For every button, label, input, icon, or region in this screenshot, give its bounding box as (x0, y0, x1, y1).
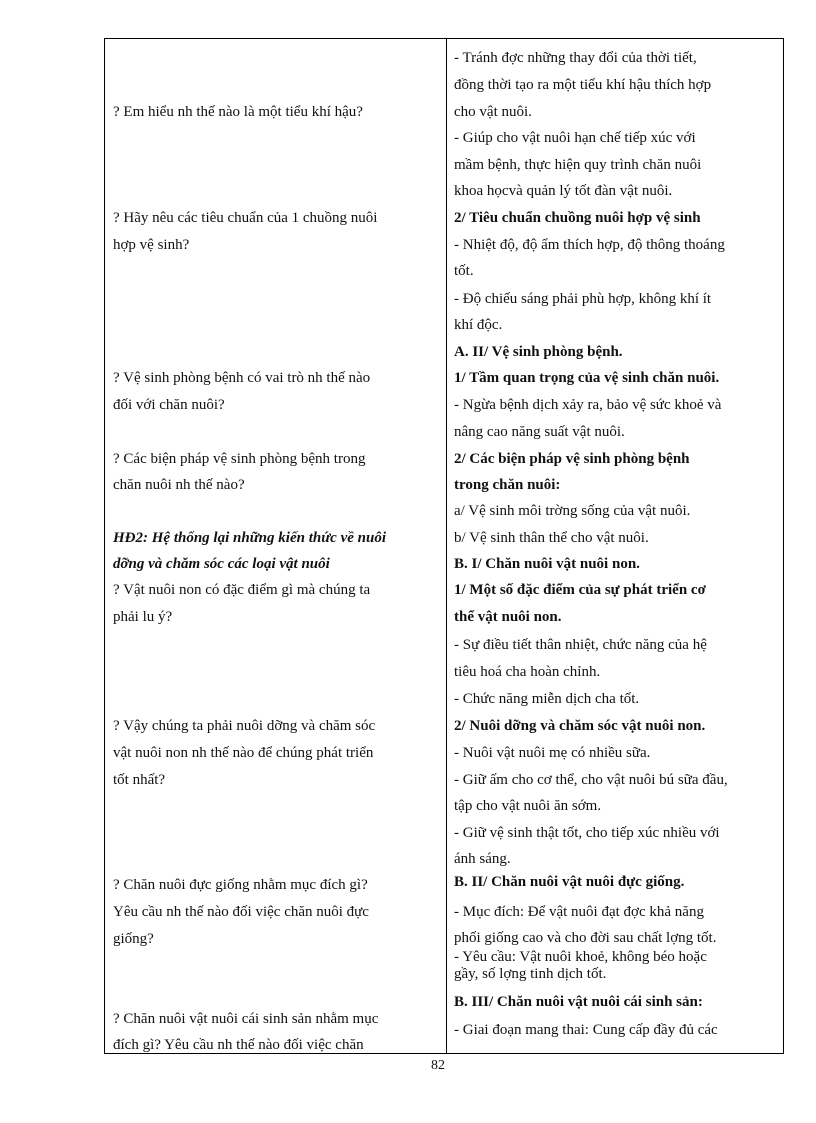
qa-table (104, 38, 784, 1054)
answer-line: - Nuôi vật nuôi mẹ có nhiều sữa. (454, 745, 651, 761)
question-line: đích gì? Yêu cầu nh thế nào đối việc chăn (113, 1037, 364, 1053)
answer-line: khí độc. (454, 317, 503, 333)
answer-line: gầy, số lợng tinh dịch tốt. (454, 966, 607, 982)
section-heading: B. II/ Chăn nuôi vật nuôi đực giống. (454, 874, 685, 890)
question-line: ? Em hiểu nh thế nào là một tiểu khí hậu? (113, 104, 363, 120)
answer-line: - Chức năng miễn dịch cha tốt. (454, 691, 640, 707)
activity-heading: dỡng và chăm sóc các loại vật nuôi (113, 556, 330, 572)
section-heading: A. II/ Vệ sinh phòng bệnh. (454, 344, 623, 360)
answer-line: - Sự điều tiết thân nhiệt, chức năng của hệ (454, 637, 707, 653)
answer-line: - Ngừa bệnh dịch xảy ra, bảo vệ sức khoẻ và (454, 397, 722, 413)
question-line: ? Hãy nêu các tiêu chuẩn của 1 chuồng nuôi (113, 210, 378, 226)
answer-line: mầm bệnh, thực hiện quy trình chăn nuôi (454, 157, 702, 173)
answer-line: - Giúp cho vật nuôi hạn chế tiếp xúc với (454, 130, 696, 146)
answer-line: tiêu hoá cha hoàn chỉnh. (454, 664, 601, 680)
question-line: đối với chăn nuôi? (113, 397, 225, 413)
question-line: ? Các biện pháp vệ sinh phòng bệnh trong (113, 451, 366, 467)
question-line: ? Vệ sinh phòng bệnh có vai trò nh thế nào (113, 370, 371, 386)
question-line: hợp vệ sinh? (113, 237, 190, 253)
question-line: phải lu ý? (113, 609, 173, 625)
section-heading: B. I/ Chăn nuôi vật nuôi non. (454, 556, 640, 572)
answer-line: tốt. (454, 263, 474, 279)
answer-line: - Tránh đợc những thay đổi của thời tiết, (454, 50, 697, 66)
answer-line: phối giống cao và cho đời sau chất lợng tốt. (454, 930, 717, 946)
answer-line: nâng cao năng suất vật nuôi. (454, 424, 625, 440)
answer-line: - Giữ ấm cho cơ thể, cho vật nuôi bú sữa đầu, (454, 772, 728, 788)
question-line: vật nuôi non nh thế nào để chúng phát triển (113, 745, 374, 761)
section-heading: 2/ Các biện pháp vệ sinh phòng bệnh (454, 451, 690, 467)
section-heading: 2/ Nuôi dỡng và chăm sóc vật nuôi non. (454, 718, 706, 734)
answer-line: khoa họcvà quản lý tốt đàn vật nuôi. (454, 183, 673, 199)
column-divider (446, 39, 447, 1053)
answer-line: a/ Vệ sinh môi trờng sống của vật nuôi. (454, 503, 691, 519)
section-heading: trong chăn nuôi: (454, 477, 561, 493)
question-line: giống? (113, 931, 154, 947)
answer-line: - Độ chiếu sáng phải phù hợp, không khí ít (454, 291, 712, 307)
section-heading: 2/ Tiêu chuẩn chuồng nuôi hợp vệ sinh (454, 210, 701, 226)
answer-line: - Giữ vệ sinh thật tốt, cho tiếp xúc nhiều với (454, 825, 720, 841)
question-line: tốt nhất? (113, 772, 166, 788)
answer-line: - Giai đoạn mang thai: Cung cấp đầy đủ các (454, 1022, 718, 1038)
activity-heading: HĐ2: Hệ thống lại những kiến thức về nuôi (113, 530, 387, 546)
question-line: ? Vậy chúng ta phải nuôi dỡng và chăm sóc (113, 718, 376, 734)
section-heading: 1/ Tầm quan trọng của vệ sinh chăn nuôi. (454, 370, 720, 386)
question-line: ? Chăn nuôi đực giống nhằm mục đích gì? (113, 877, 368, 893)
answer-line: cho vật nuôi. (454, 104, 532, 120)
section-heading: 1/ Một số đặc điểm của sự phát triển cơ (454, 582, 706, 598)
question-line: Yêu cầu nh thế nào đối việc chăn nuôi đực (113, 904, 369, 920)
answer-line: đồng thời tạo ra một tiểu khí hậu thích hợp (454, 77, 712, 93)
section-heading: B. III/ Chăn nuôi vật nuôi cái sinh sản: (454, 994, 703, 1010)
question-line: ? Vật nuôi non có đặc điểm gì mà chúng ta (113, 582, 371, 598)
answer-line: tập cho vật nuôi ăn sớm. (454, 798, 602, 814)
answer-line: ánh sáng. (454, 851, 511, 867)
answer-line: b/ Vệ sinh thân thể cho vật nuôi. (454, 530, 649, 546)
question-line: ? Chăn nuôi vật nuôi cái sinh sản nhằm mục (113, 1011, 379, 1027)
question-line: chăn nuôi nh thế nào? (113, 477, 245, 493)
answer-line: - Mục đích: Để vật nuôi đạt đợc khả năng (454, 904, 704, 920)
page-number: 82 (431, 1058, 445, 1073)
section-heading: thể vật nuôi non. (454, 609, 562, 625)
answer-line: - Nhiệt độ, độ ẩm thích hợp, độ thông thoáng (454, 237, 725, 253)
answer-line: - Yêu cầu: Vật nuôi khoẻ, không béo hoặc (454, 949, 707, 965)
